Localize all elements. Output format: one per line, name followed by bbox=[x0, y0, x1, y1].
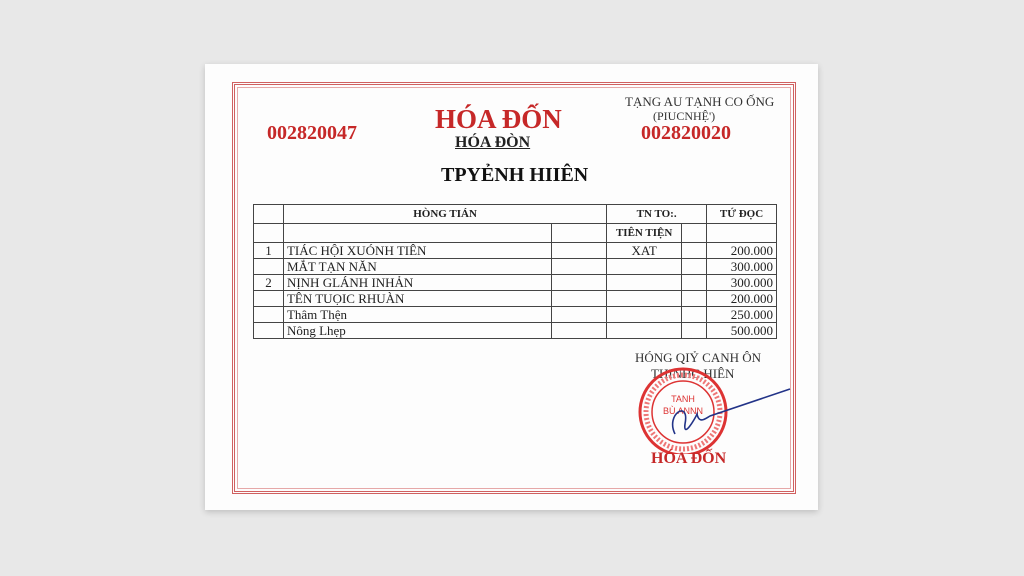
sign-label-1: HÓNG QIỶ CANH ÔN bbox=[635, 350, 762, 365]
empty-cell bbox=[682, 275, 707, 291]
row-amount: 300.000 bbox=[707, 275, 777, 291]
right-label-1: TẠNG AU TẠNH CO ỐNG bbox=[625, 94, 775, 109]
invoice-title: HÓA ĐỐN bbox=[435, 104, 562, 134]
table-row bbox=[254, 259, 777, 275]
row-number: 2 bbox=[254, 275, 284, 291]
row-number bbox=[254, 291, 284, 307]
svg-text:BÙ ANNN: BÙ ANNN bbox=[662, 406, 704, 416]
empty-cell bbox=[552, 259, 607, 275]
table-row bbox=[254, 243, 777, 259]
table-header-row bbox=[254, 205, 777, 224]
row-amount: 500.000 bbox=[707, 323, 777, 339]
invoice-subtitle: HÓA ĐÒN bbox=[455, 134, 531, 151]
footer-title: HÓA ĐỐN bbox=[651, 450, 727, 467]
table-row bbox=[254, 307, 777, 323]
row-number bbox=[254, 307, 284, 323]
header-description: HÒNG TIÁN bbox=[283, 205, 606, 224]
row-number: 1 bbox=[254, 243, 284, 259]
right-label-2: (PIUCNHỆ') bbox=[653, 109, 716, 123]
row-description: NỊNH GLÁNH INHẢN bbox=[283, 275, 551, 291]
stamp-and-signature bbox=[635, 364, 795, 454]
empty-cell bbox=[682, 291, 707, 307]
row-unit bbox=[607, 323, 682, 339]
table-row bbox=[254, 291, 777, 307]
invoice-table bbox=[253, 204, 777, 339]
empty-cell bbox=[552, 307, 607, 323]
row-description: Nông Lhẹp bbox=[283, 323, 551, 339]
empty-cell bbox=[682, 259, 707, 275]
header-amount: TỨ ĐỌC bbox=[707, 205, 777, 224]
table-row bbox=[254, 275, 777, 291]
svg-text:TANH: TANH bbox=[671, 394, 695, 404]
row-description: TIÁC HỘI XUÓNH TIÊN bbox=[283, 243, 551, 259]
empty-cell bbox=[552, 291, 607, 307]
row-number bbox=[254, 259, 284, 275]
empty-cell bbox=[682, 307, 707, 323]
row-description: MẮT TẠN NĂN bbox=[283, 259, 551, 275]
row-unit: XAT bbox=[607, 243, 682, 259]
invoice-paper bbox=[205, 64, 818, 510]
empty-cell bbox=[682, 243, 707, 259]
left-invoice-number: 002820047 bbox=[267, 122, 357, 144]
row-amount: 300.000 bbox=[707, 259, 777, 275]
row-unit bbox=[607, 259, 682, 275]
empty-cell bbox=[552, 323, 607, 339]
header-unit: TN TO:. bbox=[607, 205, 707, 224]
table-subheader-row bbox=[254, 224, 777, 243]
row-number bbox=[254, 323, 284, 339]
sign-label-2: THINHC HIÊN bbox=[651, 366, 735, 381]
row-unit bbox=[607, 307, 682, 323]
row-unit bbox=[607, 291, 682, 307]
empty-cell bbox=[552, 243, 607, 259]
row-description: Thâm Thện bbox=[283, 307, 551, 323]
invoice-heading: TPYẺNH HIIÊN bbox=[441, 164, 589, 186]
subheader-label: TIÊN TIỆN bbox=[607, 224, 682, 243]
empty-cell bbox=[682, 323, 707, 339]
empty-cell bbox=[552, 275, 607, 291]
row-amount: 200.000 bbox=[707, 291, 777, 307]
row-amount: 200.000 bbox=[707, 243, 777, 259]
row-unit bbox=[607, 275, 682, 291]
row-description: TÊN TUỌIC RHUÀN bbox=[283, 291, 551, 307]
table-row bbox=[254, 323, 777, 339]
right-invoice-number: 002820020 bbox=[641, 122, 731, 144]
row-amount: 250.000 bbox=[707, 307, 777, 323]
